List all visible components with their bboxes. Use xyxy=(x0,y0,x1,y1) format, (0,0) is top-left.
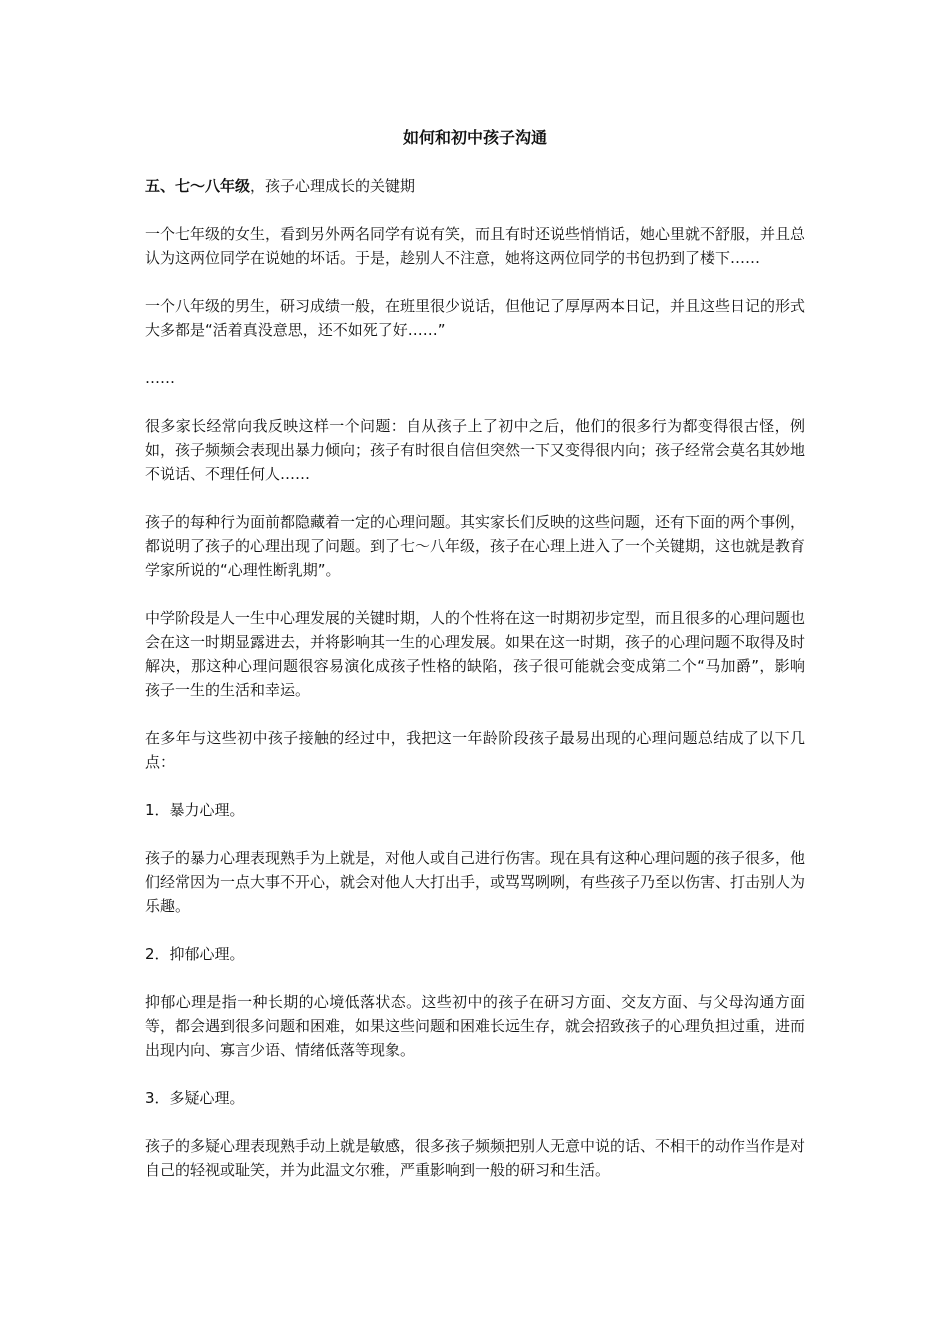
paragraph-2: 一个八年级的男生，研习成绩一般，在班里很少说话，但他记了厚厚两本日记，并且这些日记的形式大多都是“活着真没意思，还不如死了好……” xyxy=(145,297,806,339)
paragraph-ellipsis: …… xyxy=(145,369,175,387)
list-heading-1: 1．暴力心理。 xyxy=(145,801,245,819)
paragraph-5: 中学阶段是人一生中心理发展的关键时期，人的个性将在这一时期初步定型，而且很多的心理问题也会在这一时期显露进去，并将影响其一生的心理发展。如果在这一时期，孩子的心理问题不取得及时解决，那这种心理问题很容易演化成孩子性格的缺陷，孩子很可能就会变成第二个“马加爵”，影响孩子一生的生活和幸运。 xyxy=(145,609,806,699)
section-heading-bold: 五、七～八年级 xyxy=(145,177,251,195)
paragraph-1: 一个七年级的女生，看到另外两名同学有说有笑，而且有时还说些悄悄话，她心里就不舒服，并且总认为这两位同学在说她的坏话。于是，趁别人不注意，她将这两位同学的书包扔到了楼下…… xyxy=(145,225,806,267)
list-heading-2: 2．抑郁心理。 xyxy=(145,945,245,963)
section-heading-rest: ，孩子心理成长的关键期 xyxy=(250,177,416,195)
section-heading xyxy=(145,174,805,198)
paragraph-3: 很多家长经常向我反映这样一个问题：自从孩子上了初中之后，他们的很多行为都变得很古怪，例如，孩子频频会表现出暴力倾向；孩子有时很自信但突然一下又变得很内向；孩子经常会莫名其妙地不说话、不理任何人…… xyxy=(145,417,806,483)
paragraph-9: 孩子的多疑心理表现熟手动上就是敏感，很多孩子频频把别人无意中说的话、不相干的动作当作是对自己的轻视或耻笑，并为此温文尔雅，严重影响到一般的研习和生活。 xyxy=(145,1137,806,1179)
paragraph-7: 孩子的暴力心理表现熟手为上就是，对他人或自己进行伤害。现在具有这种心理问题的孩子很多，他们经常因为一点大事不开心，就会对他人大打出手，或骂骂咧咧，有些孩子乃至以伤害、打击别人为乐趣。 xyxy=(145,849,806,915)
paragraph-8: 抑郁心理是指一种长期的心境低落状态。这些初中的孩子在研习方面、交友方面、与父母沟通方面等，都会遇到很多问题和困难，如果这些问题和困难长远生存，就会招致孩子的心理负担过重，进而出现内向、寡言少语、情绪低落等现象。 xyxy=(145,993,806,1059)
paragraph-4: 孩子的每种行为面前都隐藏着一定的心理问题。其实家长们反映的这些问题，还有下面的两个事例，都说明了孩子的心理出现了问题。到了七～八年级，孩子在心理上进入了一个关键期，这也就是教育学家所说的“心理性断乳期”。 xyxy=(145,513,806,579)
document-body xyxy=(145,126,805,1206)
list-heading-3: 3．多疑心理。 xyxy=(145,1089,245,1107)
paragraph-6: 在多年与这些初中孩子接触的经过中，我把这一年龄阶段孩子最易出现的心理问题总结成了以下几点： xyxy=(145,729,805,771)
document-title: 如何和初中孩子沟通 xyxy=(402,128,547,147)
